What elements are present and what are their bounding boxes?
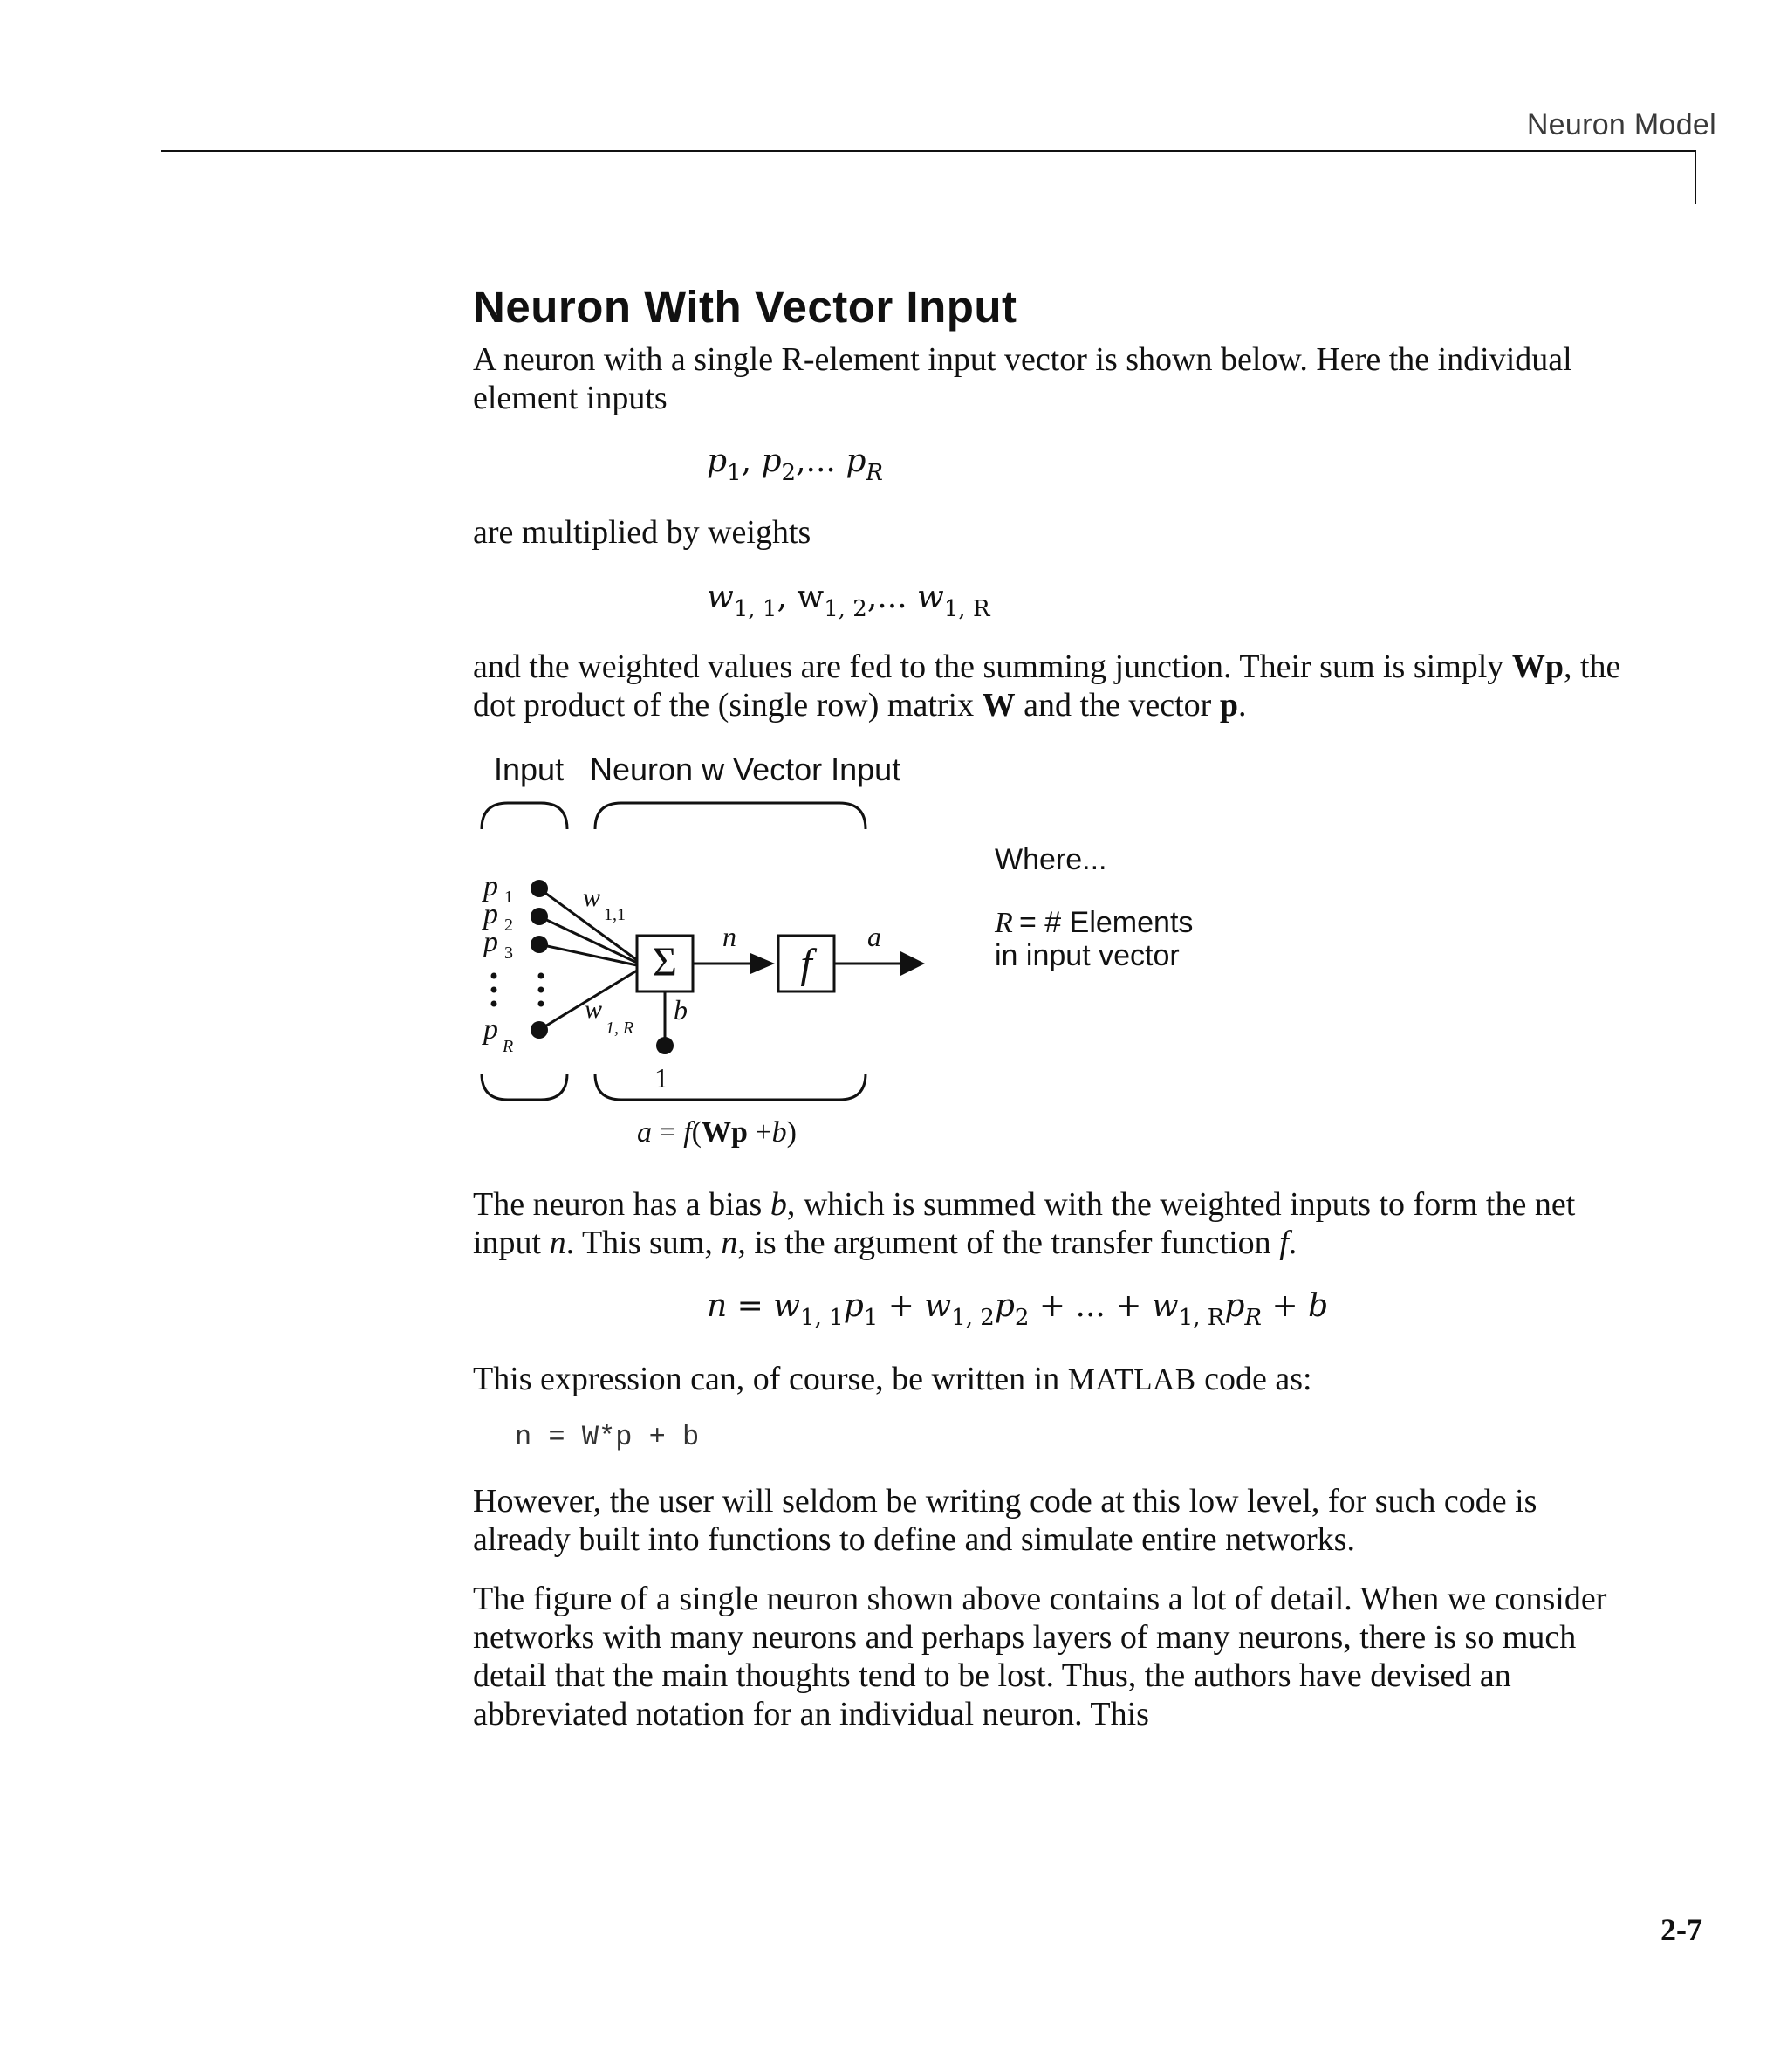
net-input-label: n — [722, 921, 736, 952]
equation-inputs: $p_1$, $p_2$,... $p_R$ — [707, 443, 883, 486]
where-label: Where... — [995, 843, 1107, 876]
input-label-p3-sub: 3 — [504, 943, 513, 963]
transfer-function-symbol: f — [800, 941, 812, 987]
bias-node — [656, 1037, 674, 1054]
input-label-pR-sub: R — [503, 1037, 514, 1056]
output-label: a — [867, 921, 881, 952]
where-r-symbol: R — [995, 907, 1013, 939]
figure-label-neuron: Neuron w Vector Input — [590, 751, 901, 787]
input-label-p2-sub: 2 — [504, 916, 513, 935]
paragraph-abbreviated-notation: The figure of a single neuron shown above contains a lot of detail. When we consider networks with many neurons and perhaps layers of many neurons, there is so much detail that the main thoughts tend to be lost. Thus, the authors have devised an abbreviated notation for an individual neuron. This — [473, 1581, 1607, 1732]
paragraph-weights: are multiplied by weights — [473, 514, 811, 551]
input-label-p3: p — [483, 926, 498, 958]
paragraph-matlab-code-intro: This expression can, of course, be written in MATLAB code as: — [473, 1361, 1312, 1397]
bias-input-one: 1 — [654, 1062, 668, 1094]
weight-label-w11-sub: 1,1 — [604, 905, 626, 924]
paragraph-dot-product: and the weighted values are fed to the summing junction. Their sum is simply Wp, the dot product of the (single row) matrix W and the vector p. — [473, 648, 1621, 724]
header-rule-tick — [1695, 150, 1696, 204]
sigma-symbol: Σ — [653, 939, 677, 985]
weight-label-w1R: w — [585, 995, 603, 1024]
weight-label-w11: w — [583, 883, 601, 912]
bracket-top-input — [482, 803, 567, 829]
output-arrowhead — [900, 951, 925, 976]
input-ellipsis-dots — [491, 973, 544, 1007]
figure-label-input: Input — [494, 751, 565, 787]
where-r-definition-1: = # Elements — [1019, 906, 1194, 939]
net-input-arrowhead — [750, 953, 775, 974]
equation-weights: $w_{1, 1}$, $w_{1, 2}$,... $w_{1, R}$ — [707, 580, 990, 622]
paragraph-low-level: However, the user will seldom be writing code at this low level, for such code is already built into functions to define and simulate entire networks. — [473, 1483, 1537, 1558]
input-label-pR: p — [483, 1013, 498, 1046]
code-sample: n = W*p + b — [515, 1421, 700, 1453]
section-title: Neuron With Vector Input — [473, 282, 1017, 332]
bracket-bottom-input — [482, 1074, 567, 1100]
paragraph-bias: The neuron has a bias b, which is summed with the weighted inputs to form the net input n. This sum, n, is the argument of the transfer function f. — [473, 1186, 1576, 1261]
input-label-p1: p — [483, 870, 498, 902]
bracket-bottom-neuron — [595, 1074, 866, 1100]
figure-equation: a = f(Wp +b) — [637, 1116, 797, 1149]
bias-label: b — [674, 994, 688, 1026]
header-rule — [161, 150, 1696, 152]
input-label-p2: p — [483, 898, 498, 930]
running-header: Neuron Model — [1526, 108, 1716, 141]
where-r-definition-2: in input vector — [995, 939, 1180, 972]
weight-label-w1R-sub: 1, R — [606, 1019, 634, 1038]
bracket-top-neuron — [595, 803, 866, 829]
neuron-vector-input-diagram — [462, 742, 1265, 1161]
paragraph-intro: A neuron with a single R-element input vector is shown below. Here the individual element inputs — [473, 341, 1572, 416]
page-number: 2-7 — [1660, 1912, 1702, 1947]
input-label-p1-sub: 1 — [504, 888, 513, 907]
equation-net-input: $n = w_{1, 1}p_1 + w_{1, 2}p_2$ + ... + $w_{1, R}p_R + b$ — [707, 1288, 1329, 1331]
